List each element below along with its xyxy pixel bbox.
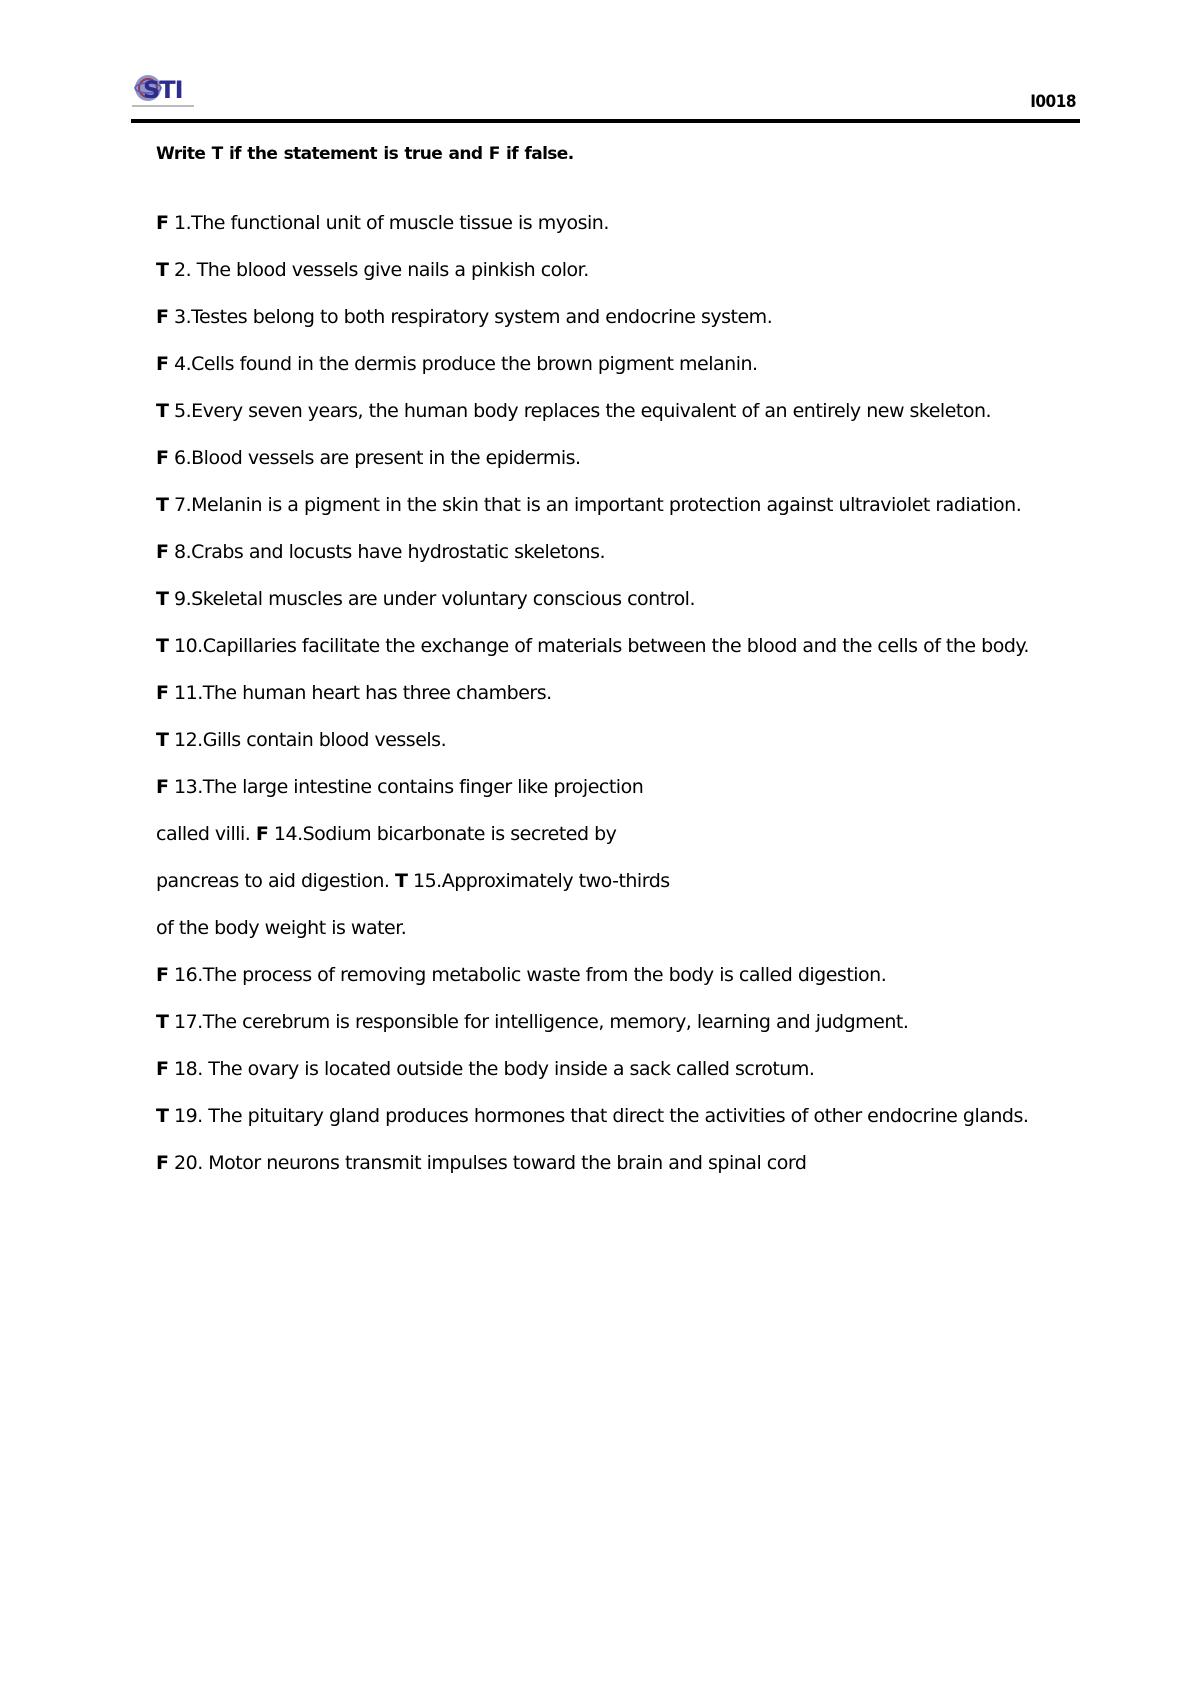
question-item <box>156 1105 1086 1128</box>
question-item <box>156 964 1086 987</box>
answer-mark: T <box>156 1011 169 1033</box>
question-item <box>156 588 1086 611</box>
question-list <box>156 212 1086 1199</box>
statement-text: called villi. <box>156 823 256 845</box>
answer-mark: F <box>156 1152 169 1174</box>
statement-text: 7.Melanin is a pigment in the skin that is an important protection against ultraviolet radiation. <box>168 494 1022 516</box>
statement-text: 16.The process of removing metabolic waste from the body is called digestion. <box>168 964 887 986</box>
answer-mark: T <box>156 494 169 516</box>
statement-text: 9.Skeletal muscles are under voluntary conscious control. <box>168 588 696 610</box>
answer-mark: T <box>156 588 169 610</box>
answer-mark: F <box>156 212 169 234</box>
answer-mark: T <box>156 400 169 422</box>
answer-mark: F <box>156 541 169 563</box>
statement-text: 18. The ovary is located outside the body inside a sack called scrotum. <box>168 1058 815 1080</box>
statement-text: 1.The functional unit of muscle tissue is myosin. <box>168 212 609 234</box>
answer-mark: F <box>156 306 169 328</box>
answer-mark: F <box>156 682 169 704</box>
statement-text: 20. Motor neurons transmit impulses toward the brain and spinal cord <box>168 1152 807 1174</box>
answer-mark: T <box>156 1105 169 1127</box>
answer-mark: T <box>156 729 169 751</box>
question-item <box>156 729 1086 752</box>
question-item <box>156 212 1086 235</box>
answer-mark: T <box>394 870 408 892</box>
statement-text: 4.Cells found in the dermis produce the brown pigment melanin. <box>168 353 758 375</box>
question-item <box>156 635 1086 658</box>
answer-mark: F <box>156 1058 169 1080</box>
statement-text: 19. The pituitary gland produces hormones that direct the activities of other endocrine glands. <box>168 1105 1029 1127</box>
statement-text: 3.Testes belong to both respiratory system and endocrine system. <box>168 306 773 328</box>
statement-text: of the body weight is water. <box>156 917 407 939</box>
statement-text: 5.Every seven years, the human body replaces the equivalent of an entirely new skeleton. <box>168 400 992 422</box>
statement-text: 17.The cerebrum is responsible for intelligence, memory, learning and judgment. <box>168 1011 909 1033</box>
question-item <box>156 259 1086 282</box>
answer-mark: F <box>156 776 169 798</box>
statement-text: 14.Sodium bicarbonate is secreted by <box>268 823 617 845</box>
statement-text: 12.Gills contain blood vessels. <box>168 729 447 751</box>
answer-mark: F <box>156 353 169 375</box>
answer-mark: F <box>156 447 169 469</box>
question-item <box>156 1011 1086 1034</box>
question-item <box>156 306 1086 329</box>
statement-text: 11.The human heart has three chambers. <box>168 682 552 704</box>
question-line <box>156 870 1086 893</box>
header-rule <box>131 119 1080 123</box>
answer-mark: T <box>156 259 169 281</box>
statement-text: 15.Approximately two-thirds <box>407 870 670 892</box>
statement-text: 8.Crabs and locusts have hydrostatic skeletons. <box>168 541 606 563</box>
answer-mark: T <box>156 635 169 657</box>
question-item <box>156 353 1086 376</box>
logo-text: STI <box>143 76 183 104</box>
question-item <box>156 541 1086 564</box>
document-code: I0018 <box>1030 92 1076 112</box>
statement-text: 10.Capillaries facilitate the exchange of materials between the blood and the cells of the body. <box>168 635 1029 657</box>
statement-text: pancreas to aid digestion. <box>156 870 395 892</box>
instruction-text: Write T if the statement is true and F if false. <box>156 144 574 164</box>
question-item <box>156 400 1086 423</box>
question-item <box>156 494 1086 517</box>
statement-text: 6.Blood vessels are present in the epidermis. <box>168 447 581 469</box>
question-item <box>156 1152 1086 1175</box>
question-item <box>156 682 1086 705</box>
question-item <box>156 447 1086 470</box>
question-line <box>156 776 1086 799</box>
sti-logo <box>132 70 202 110</box>
question-item <box>156 1058 1086 1081</box>
statement-text: 13.The large intestine contains finger like projection <box>168 776 644 798</box>
answer-mark: F <box>255 823 269 845</box>
statement-text: 2. The blood vessels give nails a pinkish color. <box>168 259 589 281</box>
answer-mark: F <box>156 964 169 986</box>
question-line <box>156 917 1086 940</box>
question-line <box>156 823 1086 846</box>
